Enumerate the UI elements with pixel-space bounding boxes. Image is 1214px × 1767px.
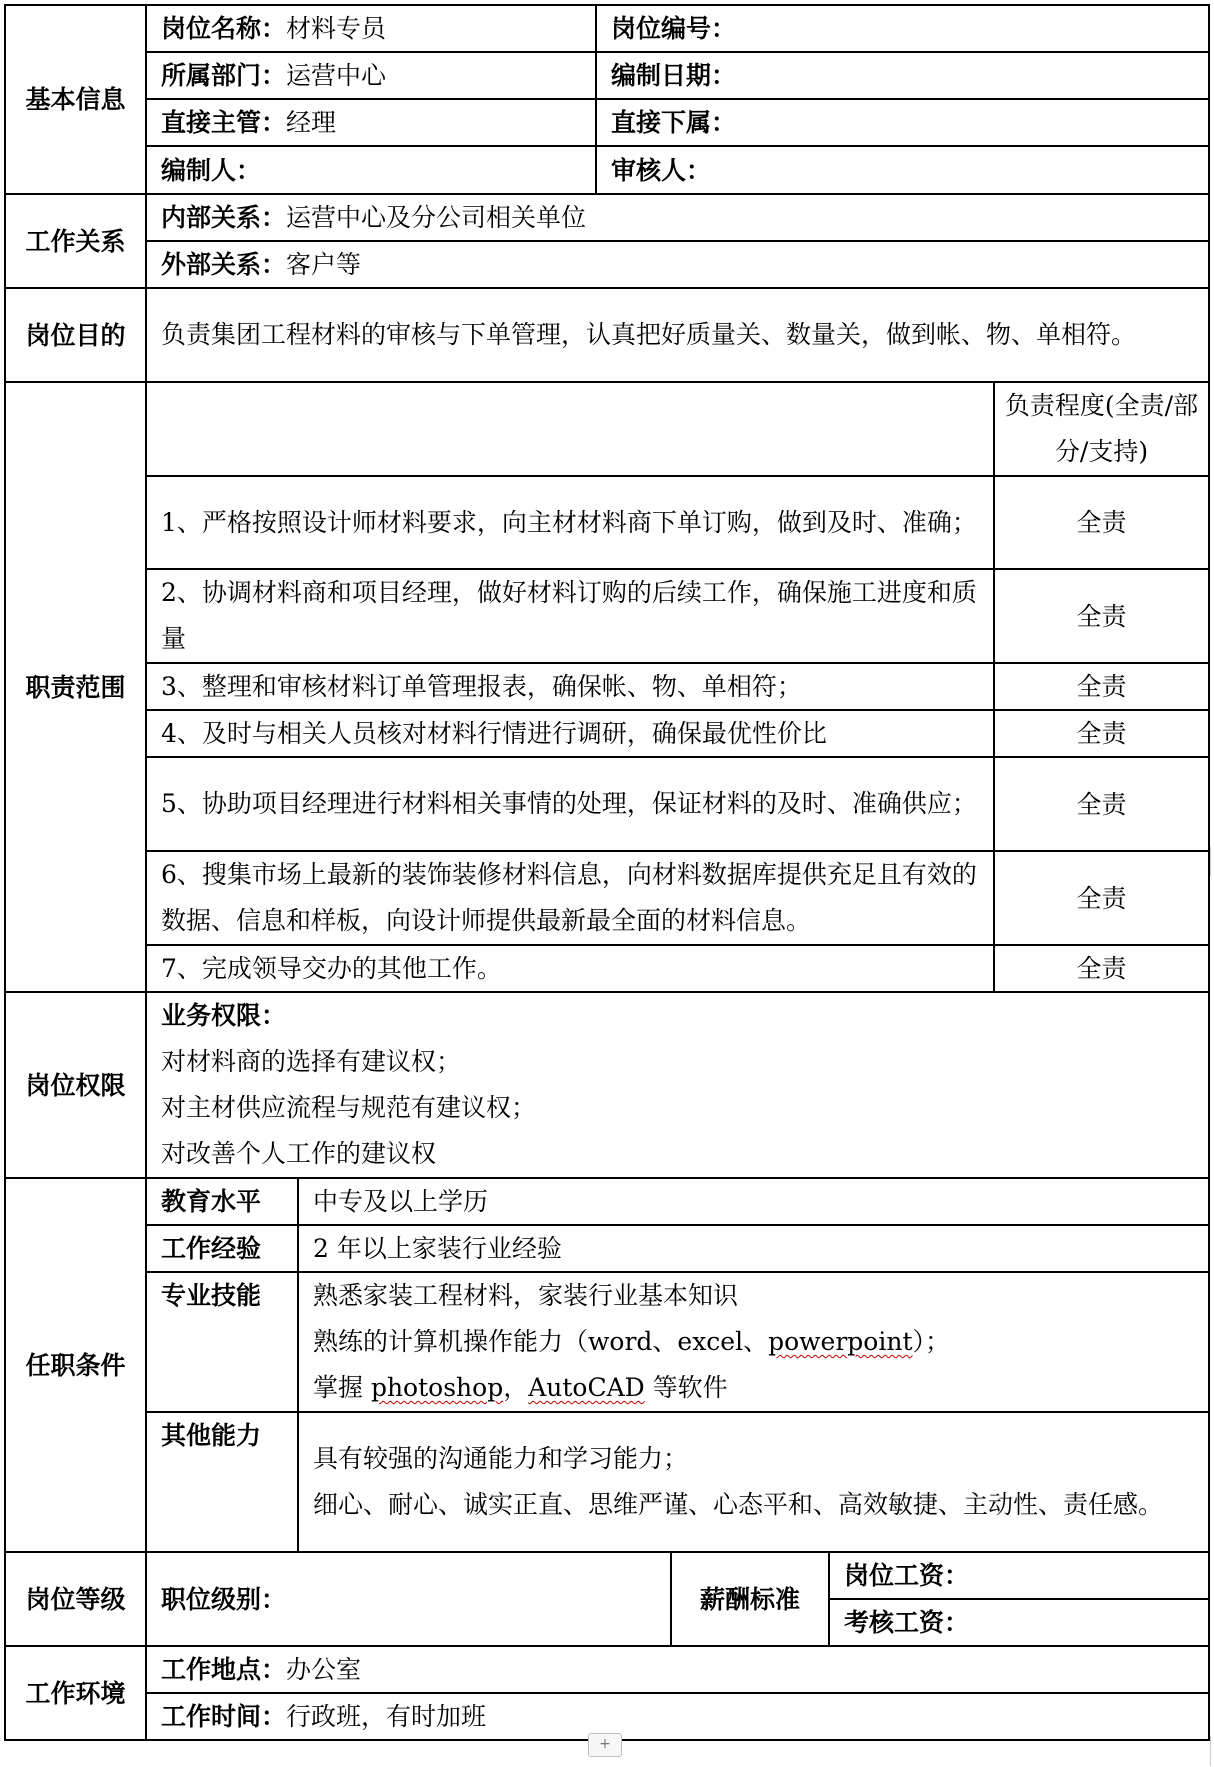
job-title-cell[interactable] [146,5,596,52]
duties-header-row [5,382,1209,476]
duty-text[interactable]: 3、整理和审核材料订单管理报表，确保帐、物、单相符； [146,663,994,710]
duty-degree[interactable]: 全责 [994,710,1209,757]
other-line: 具有较强的沟通能力和学习能力； [313,1444,689,1473]
authority-line: 对改善个人工作的建议权 [161,1139,437,1168]
supervisor-cell[interactable] [146,99,596,146]
section-label-basic-info: 基本信息 [5,5,146,194]
duty-row [5,710,1209,757]
add-row-button[interactable]: + [588,1733,622,1757]
field-label: 内部关系： [161,203,287,232]
duty-degree[interactable]: 全责 [994,757,1209,851]
field-value: 经理 [286,108,337,137]
authority-line: 对材料商的选择有建议权； [161,1047,462,1076]
text-span: ， [503,1373,529,1402]
skills-line [313,1365,1194,1411]
section-label-authority: 岗位权限 [5,992,146,1178]
field-label: 直接下属： [611,108,737,137]
duties-header-degree: 负责程度(全责/部分/支持) [994,382,1209,476]
experience-value[interactable]: 2 年以上家装行业经验 [298,1225,1209,1272]
section-label-duties: 职责范围 [5,382,146,992]
text-span: ）； [912,1327,951,1356]
field-value: 运营中心及分公司相关单位 [286,203,587,232]
position-level-cell[interactable]: 职位级别： [146,1552,671,1646]
basic-info-row [5,5,1209,52]
job-description-table [4,4,1210,1741]
education-value[interactable]: 中专及以上学历 [298,1178,1209,1225]
prepared-date-cell[interactable] [596,52,1209,99]
skills-line [313,1319,1194,1365]
subordinates-cell[interactable] [596,99,1209,146]
duty-degree[interactable]: 全责 [994,663,1209,710]
field-value: 行政班，有时加班 [286,1702,487,1731]
field-label: 编制人： [161,155,262,185]
table-resize-handle[interactable] [1210,846,1214,876]
department-cell[interactable] [146,52,596,99]
purpose-row [5,288,1209,382]
assessment-salary-cell[interactable]: 考核工资： [829,1599,1209,1646]
preparer-cell[interactable] [146,146,596,194]
duty-degree[interactable]: 全责 [994,569,1209,663]
basic-info-row [5,99,1209,146]
work-relations-row [5,241,1209,288]
section-label-grade: 岗位等级 [5,1552,146,1646]
duty-row [5,851,1209,945]
duties-header-blank[interactable] [146,382,994,476]
section-label-purpose: 岗位目的 [5,288,146,382]
duty-text[interactable]: 5、协助项目经理进行材料相关事情的处理，保证材料的及时、准确供应； [146,757,994,851]
requirement-row [5,1178,1209,1225]
section-label-requirements: 任职条件 [5,1178,146,1552]
skills-line: 熟悉家装工程材料，家装行业基本知识 [313,1281,739,1310]
authority-cell[interactable] [146,992,1209,1178]
duty-row [5,569,1209,663]
duty-degree[interactable]: 全责 [994,945,1209,992]
experience-label: 工作经验 [146,1225,298,1272]
duty-degree[interactable]: 全责 [994,851,1209,945]
field-value: 运营中心 [286,61,387,90]
environment-row [5,1646,1209,1693]
field-label: 直接主管： [161,108,287,137]
base-salary-cell[interactable]: 岗位工资： [829,1552,1209,1599]
work-hours-cell[interactable] [146,1693,1209,1740]
external-relations-cell[interactable] [146,241,1209,288]
basic-info-row [5,146,1209,194]
work-location-cell[interactable] [146,1646,1209,1693]
text-span: 等软件 [644,1373,728,1402]
spellcheck-underlined-word: powerpoint [768,1327,913,1356]
section-label-work-relations: 工作关系 [5,194,146,288]
field-label: 工作时间： [161,1702,287,1731]
authority-title: 业务权限： [161,1001,287,1030]
requirement-row [5,1272,1209,1412]
other-abilities-value[interactable] [298,1412,1209,1552]
duty-row [5,476,1209,569]
field-label: 岗位名称： [161,14,287,43]
job-description-document [4,4,1208,1729]
duty-text[interactable]: 2、协调材料商和项目经理，做好材料订购的后续工作，确保施工进度和质量 [146,569,994,663]
field-label: 编制日期： [611,61,737,90]
duty-text[interactable]: 1、严格按照设计师材料要求，向主材材料商下单订购，做到及时、准确； [146,476,994,569]
authority-line: 对主材供应流程与规范有建议权； [161,1093,537,1122]
duty-degree[interactable]: 全责 [994,476,1209,569]
other-abilities-label: 其他能力 [146,1412,298,1552]
duty-row [5,663,1209,710]
requirement-row [5,1225,1209,1272]
duty-text[interactable]: 4、及时与相关人员核对材料行情进行调研，确保最优性价比 [146,710,994,757]
field-value: 客户等 [286,250,362,279]
field-label: 工作地点： [161,1655,287,1684]
other-line: 细心、耐心、诚实正直、思维严谨、心态平和、高效敏捷、主动性、责任感。 [313,1490,1164,1519]
authority-row [5,992,1209,1178]
skills-label: 专业技能 [146,1272,298,1412]
field-value: 材料专员 [286,14,387,43]
requirement-row [5,1412,1209,1552]
purpose-text[interactable]: 负责集团工程材料的审核与下单管理，认真把好质量关、数量关，做到帐、物、单相符。 [146,288,1209,382]
duty-row [5,757,1209,851]
field-value: 办公室 [286,1655,362,1684]
field-label: 审核人： [611,155,712,185]
reviewer-cell[interactable] [596,146,1209,194]
text-span: 熟练的计算机操作能力（word、excel、 [313,1327,769,1356]
grade-row [5,1552,1209,1599]
section-label-environment: 工作环境 [5,1646,146,1740]
spellcheck-underlined-word: photoshop [370,1373,504,1402]
job-code-cell[interactable] [596,5,1209,52]
education-label: 教育水平 [146,1178,298,1225]
skills-value[interactable] [298,1272,1209,1412]
salary-standard-label: 薪酬标准 [671,1552,829,1646]
field-label: 外部关系： [161,250,287,279]
duty-text[interactable]: 6、搜集市场上最新的装饰装修材料信息，向材料数据库提供充足且有效的数据、信息和样板，向设计师提供最新最全面的材料信息。 [146,851,994,945]
spellcheck-underlined-word: AutoCAD [528,1373,645,1402]
duty-row [5,945,1209,992]
field-label: 所属部门： [161,61,287,90]
internal-relations-cell[interactable] [146,194,1209,241]
basic-info-row [5,52,1209,99]
text-span: 掌握 [313,1373,371,1402]
duty-text[interactable]: 7、完成领导交办的其他工作。 [146,945,994,992]
table-resize-handle[interactable] [1210,1736,1214,1766]
field-label: 岗位编号： [611,14,737,43]
work-relations-row [5,194,1209,241]
